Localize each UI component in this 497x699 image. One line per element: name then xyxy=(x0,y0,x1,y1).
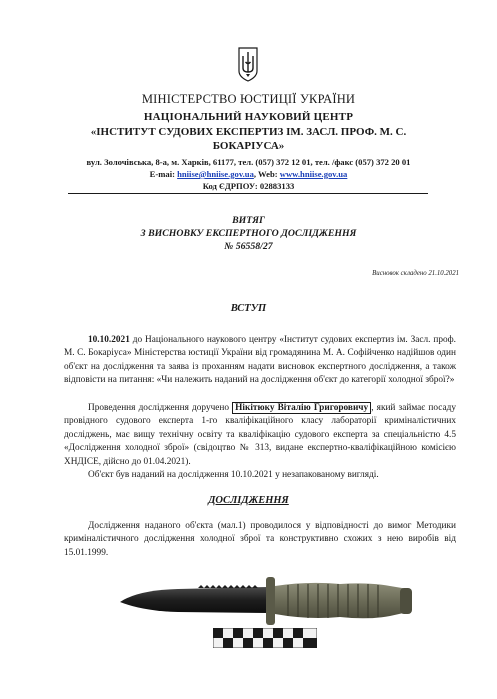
web-link[interactable]: www.hniise.gov.ua xyxy=(279,169,348,179)
institute-name-line2: БОКАРІУСА» xyxy=(212,140,285,152)
email-label: E-mai: xyxy=(149,169,178,179)
research-paragraph xyxy=(64,520,456,560)
doc-title-extract: ВИТЯГ xyxy=(232,215,265,226)
edrpou-code: Код ЄДРПОУ: 02883133 xyxy=(202,181,295,191)
intro-paragraph-1 xyxy=(64,334,456,388)
intro-paragraph-1-text: до Національного наукового центру «Інститут судових експертиз ім. Засл. проф. М. С. Бокаріуса» Міністерства юстиції України від громадянина М. А. Софійченко надійшов один об'єкт на дослідження та заява із проханням надати висновок експертного дослідження, а також відповісти на питання: «Чи належить наданий на дослідження об'єкт до категорії холодної зброї?» xyxy=(64,335,456,386)
intro-paragraph-2-before: Проведення дослідження доручено xyxy=(88,403,233,413)
intro-paragraph-2 xyxy=(64,402,456,469)
contact-line xyxy=(0,169,497,179)
research-paragraph-text: Дослідження наданого об'єкта (мал.1) проводилося у відповідності до вимог Методики криміналістичного дослідження холодної зброї та конструктивно схожих з нею виробів від 15.01.1999. xyxy=(64,521,456,558)
knife-photo xyxy=(118,572,414,632)
intro-paragraph-2-after: , який займає посаду провідного судового експерта 1-го кваліфікаційного класу лабораторії криміналістичних досліджень, має вищу технічну освіту та кваліфікацію судового експерта за спеціальністю 4.5 «Дослідження холодної зброї» (свідоцтво № 313, видане експертно-кваліфікаційною комісією ХНДІСЕ, дійсно до 01.04.2021). xyxy=(64,403,456,467)
address-line: вул. Золочівська, 8-а, м. Харків, 61177, тел. (057) 372 12 01, тел. /факс (057) 372 20 01 xyxy=(86,157,411,167)
intro-paragraph-3 xyxy=(64,469,456,482)
ministry-name: МІНІСТЕРСТВО ЮСТИЦІЇ УКРАЇНИ xyxy=(141,92,356,106)
trident-emblem-icon xyxy=(237,46,259,82)
doc-number: № 56558/27 xyxy=(224,241,273,252)
doc-title-conclusion: З ВИСНОВКУ ЕКСПЕРТНОГО ДОСЛІДЖЕННЯ xyxy=(140,228,357,239)
expert-name: Нікітюку Віталію Григоровичу xyxy=(232,402,371,414)
section-research-heading: ДОСЛІДЖЕННЯ xyxy=(208,495,289,506)
email-link[interactable]: hniise@hniise.gov.ua xyxy=(177,169,254,179)
receipt-date: 10.10.2021 xyxy=(88,335,130,345)
header-divider xyxy=(68,193,428,194)
web-label: , Web: xyxy=(253,169,280,179)
institute-name-line1: «ІНСТИТУТ СУДОВИХ ЕКСПЕРТИЗ ІМ. ЗАСЛ. ПРОФ. М. С. xyxy=(90,126,407,138)
conclusion-date: Висновок складено 21.10.2021 xyxy=(372,270,459,277)
intro-paragraph-3-text: Об'єкт був наданий на дослідження 10.10.2021 у незапакованому вигляді. xyxy=(88,470,379,480)
section-intro-heading: ВСТУП xyxy=(230,303,267,314)
center-name: НАЦІОНАЛЬНИЙ НАУКОВИЙ ЦЕНТР xyxy=(143,111,354,123)
measuring-scale xyxy=(213,628,317,648)
